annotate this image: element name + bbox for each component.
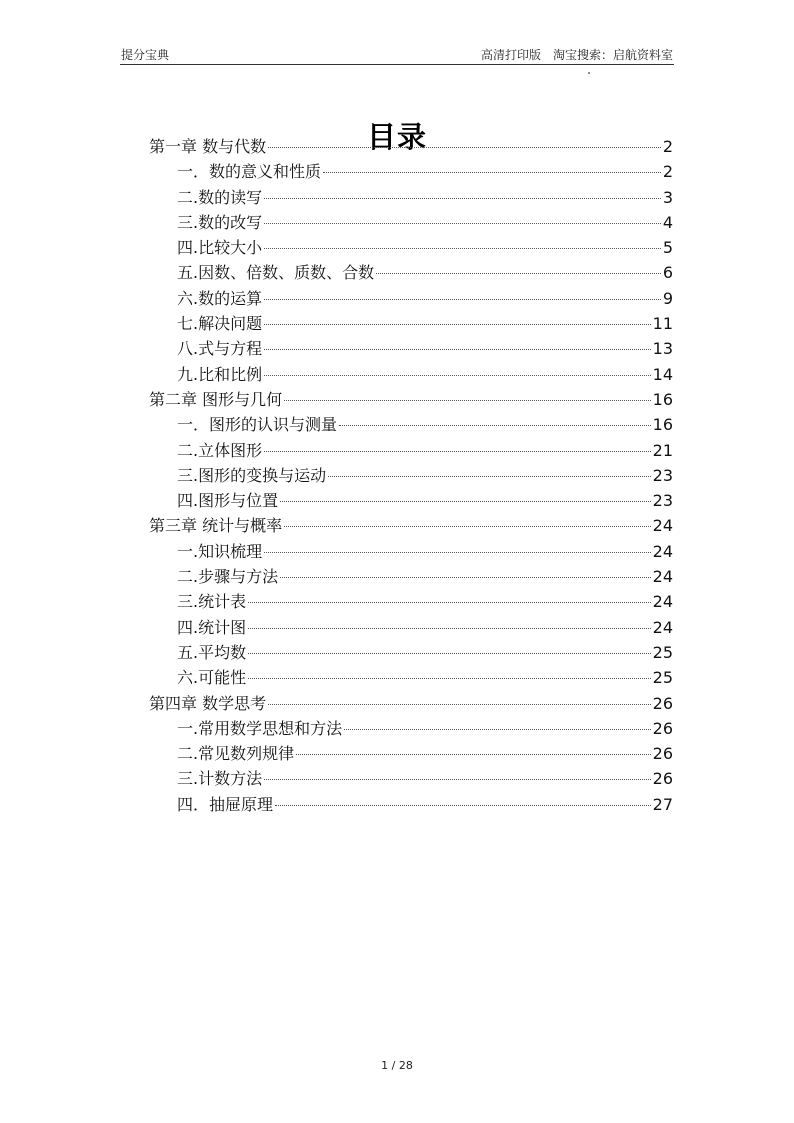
toc-section-entry[interactable] <box>149 640 673 665</box>
toc-dot-leader <box>339 425 651 426</box>
toc-entry-label: 四．抽屉原理 <box>177 794 274 814</box>
toc-entry-label: 第三章 统计与概率 <box>149 516 283 536</box>
toc-section-entry[interactable] <box>149 564 673 589</box>
toc-entry-label: 六.可能性 <box>177 668 247 688</box>
toc-dot-leader <box>275 805 651 806</box>
toc-section-entry[interactable] <box>149 741 673 766</box>
header-print-version: 高清打印版 <box>480 48 541 62</box>
toc-section-entry[interactable] <box>149 488 673 513</box>
toc-entry-page-number: 16 <box>652 415 673 435</box>
toc-entry-page-number: 5 <box>662 238 673 258</box>
toc-chapter-entry[interactable] <box>149 387 673 412</box>
toc-entry-page-number: 6 <box>662 263 673 283</box>
toc-section-entry[interactable] <box>149 336 673 361</box>
toc-dot-leader <box>264 779 651 780</box>
toc-entry-label: 一．数的意义和性质 <box>177 162 322 182</box>
toc-section-entry[interactable] <box>149 665 673 690</box>
toc-chapter-entry[interactable] <box>149 691 673 716</box>
toc-dot-leader <box>280 577 651 578</box>
toc-entry-label: 四.图形与位置 <box>177 491 279 511</box>
toc-dot-leader <box>328 476 651 477</box>
toc-chapter-entry[interactable] <box>149 134 673 159</box>
toc-dot-leader <box>296 754 651 755</box>
toc-dot-leader <box>323 172 661 173</box>
header-right <box>481 46 673 63</box>
toc-dot-leader <box>280 501 651 502</box>
toc-entry-label: 四.统计图 <box>177 617 247 637</box>
toc-entry-label: 四.比较大小 <box>177 238 263 258</box>
toc-section-entry[interactable] <box>149 311 673 336</box>
toc-dot-leader <box>268 147 661 148</box>
toc-entry-label: 三.计数方法 <box>177 769 263 789</box>
toc-entry-page-number: 25 <box>652 642 673 662</box>
toc-entry-page-number: 11 <box>652 314 673 334</box>
toc-dot-leader <box>264 451 651 452</box>
toc-entry-page-number: 16 <box>652 389 673 409</box>
toc-section-entry[interactable] <box>149 260 673 285</box>
toc-entry-label: 二.常见数列规律 <box>177 744 295 764</box>
table-of-contents <box>149 134 673 817</box>
toc-dot-leader <box>248 602 651 603</box>
toc-dot-leader <box>248 653 651 654</box>
toc-dot-leader <box>248 678 651 679</box>
toc-entry-page-number: 26 <box>652 693 673 713</box>
header-search-hint: 淘宝搜索：启航资料室 <box>552 48 673 62</box>
toc-dot-leader <box>264 198 661 199</box>
toc-section-entry[interactable] <box>149 589 673 614</box>
toc-entry-page-number: 2 <box>662 162 673 182</box>
toc-dot-leader <box>264 223 661 224</box>
toc-section-entry[interactable] <box>149 615 673 640</box>
header-dot-mark <box>588 72 590 74</box>
toc-entry-page-number: 24 <box>652 617 673 637</box>
toc-entry-label: 第一章 数与代数 <box>149 137 267 156</box>
toc-entry-page-number: 24 <box>652 567 673 587</box>
toc-section-entry[interactable] <box>149 766 673 791</box>
toc-entry-page-number: 21 <box>652 440 673 460</box>
toc-entry-label: 九.比和比例 <box>177 364 263 384</box>
toc-dot-leader <box>248 628 651 629</box>
toc-entry-label: 七.解决问题 <box>177 314 263 334</box>
toc-dot-leader <box>264 324 651 325</box>
toc-entry-label: 二.数的读写 <box>177 187 263 207</box>
toc-entry-label: 六.数的运算 <box>177 288 263 308</box>
header-divider <box>120 64 674 65</box>
toc-dot-leader <box>284 400 651 401</box>
toc-entry-page-number: 9 <box>662 288 673 308</box>
toc-section-entry[interactable] <box>149 286 673 311</box>
toc-entry-label: 一．图形的认识与测量 <box>177 415 338 435</box>
toc-entry-label: 二.立体图形 <box>177 440 263 460</box>
page-title: 目录 <box>366 120 427 155</box>
toc-entry-label: 三.图形的变换与运动 <box>177 465 327 485</box>
toc-entry-page-number: 3 <box>662 187 673 207</box>
header-left-text: 提分宝典 <box>121 48 170 62</box>
toc-chapter-entry[interactable] <box>149 513 673 538</box>
toc-entry-page-number: 13 <box>652 339 673 359</box>
toc-entry-page-number: 2 <box>662 137 673 156</box>
toc-entry-page-number: 26 <box>652 769 673 789</box>
toc-entry-page-number: 24 <box>652 516 673 536</box>
toc-entry-page-number: 23 <box>652 465 673 485</box>
toc-dot-leader <box>264 349 651 350</box>
toc-section-entry[interactable] <box>149 463 673 488</box>
toc-dot-leader <box>344 729 651 730</box>
toc-entry-page-number: 26 <box>652 718 673 738</box>
toc-section-entry[interactable] <box>149 716 673 741</box>
toc-entry-page-number: 24 <box>652 541 673 561</box>
toc-entry-page-number: 14 <box>652 364 673 384</box>
toc-entry-label: 第二章 图形与几何 <box>149 389 283 409</box>
toc-dot-leader <box>268 704 651 705</box>
toc-entry-page-number: 4 <box>662 212 673 232</box>
toc-section-entry[interactable] <box>149 210 673 235</box>
toc-entry-page-number: 24 <box>652 592 673 612</box>
toc-entry-label: 一.知识梳理 <box>177 541 263 561</box>
toc-entry-label: 五.因数、倍数、质数、合数 <box>177 263 375 283</box>
toc-entry-label: 第四章 数学思考 <box>149 693 267 713</box>
toc-entry-page-number: 26 <box>652 744 673 764</box>
toc-section-entry[interactable] <box>149 412 673 437</box>
toc-entry-page-number: 23 <box>652 491 673 511</box>
toc-section-entry[interactable] <box>149 235 673 260</box>
toc-entry-label: 五.平均数 <box>177 642 247 662</box>
toc-entry-page-number: 27 <box>652 794 673 814</box>
toc-section-entry[interactable] <box>149 438 673 463</box>
toc-entry-label: 八.式与方程 <box>177 339 263 359</box>
toc-section-entry[interactable] <box>149 159 673 184</box>
toc-dot-leader <box>264 299 661 300</box>
toc-dot-leader <box>376 273 661 274</box>
toc-section-entry[interactable] <box>149 792 673 817</box>
toc-section-entry[interactable] <box>149 362 673 387</box>
toc-dot-leader <box>284 526 651 527</box>
toc-dot-leader <box>264 552 651 553</box>
toc-entry-label: 三.数的改写 <box>177 212 263 232</box>
toc-section-entry[interactable] <box>149 185 673 210</box>
toc-dot-leader <box>264 375 651 376</box>
toc-entry-label: 一.常用数学思想和方法 <box>177 718 343 738</box>
toc-entry-page-number: 25 <box>652 668 673 688</box>
page-number: 1 / 28 <box>381 1059 413 1072</box>
toc-entry-label: 二.步骤与方法 <box>177 567 279 587</box>
toc-section-entry[interactable] <box>149 539 673 564</box>
toc-entry-label: 三.统计表 <box>177 592 247 612</box>
toc-dot-leader <box>264 248 661 249</box>
